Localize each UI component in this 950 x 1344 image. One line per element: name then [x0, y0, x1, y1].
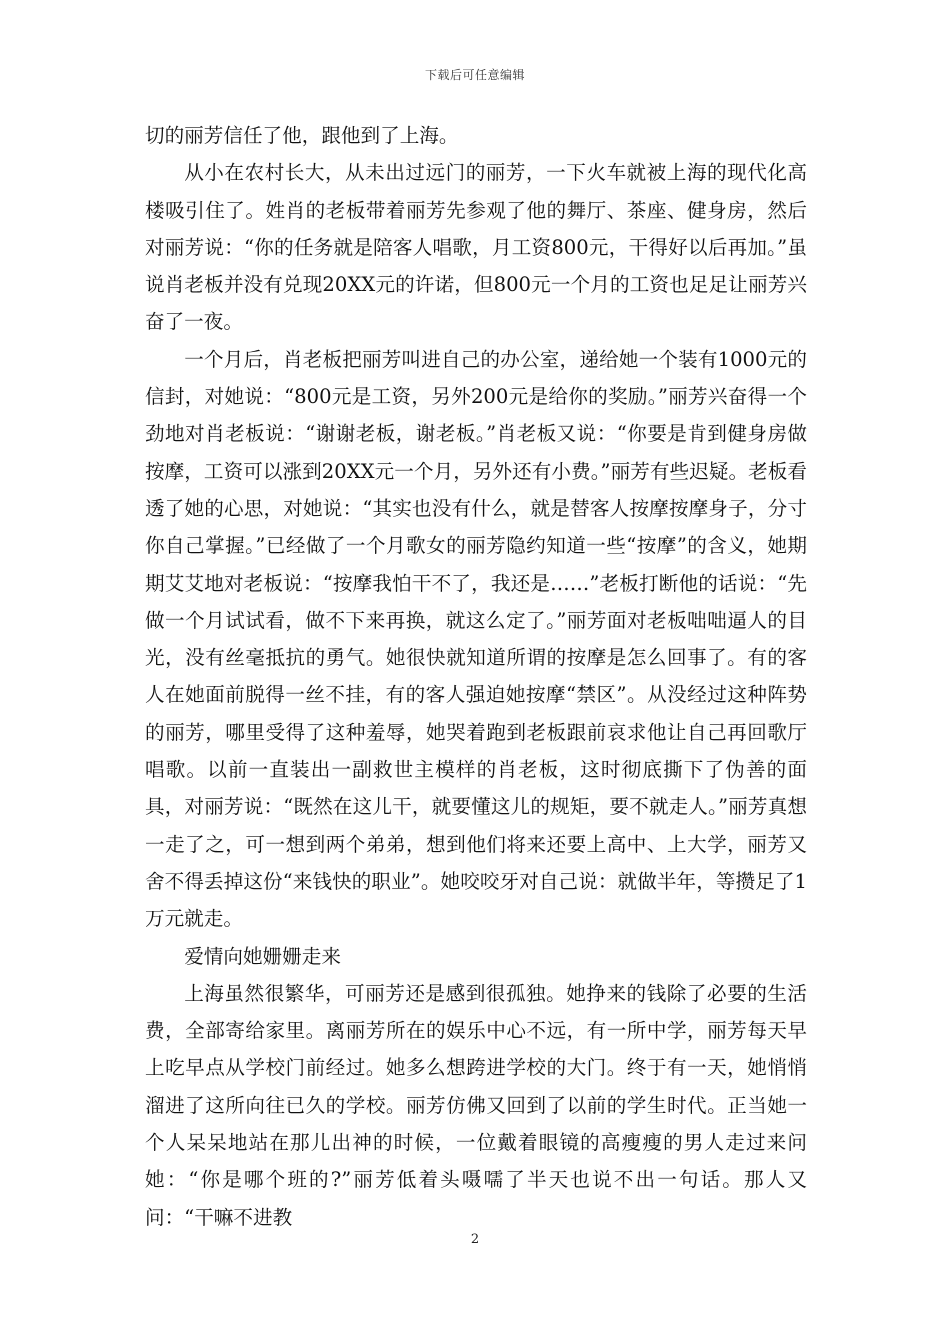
paragraph: 上海虽然很繁华，可丽芳还是感到很孤独。她挣来的钱除了必要的生活费，全部寄给家里。离丽芳所在的娱乐中心不远，有一所中学，丽芳每天早上吃早点从学校门前经过。她多么想跨进学校的大门。终于有一天，她悄悄溜进了这所向往已久的学校。丽芳仿佛又回到了以前的学生时代。正当她一个人呆呆地站在那儿出神的时候，一位戴着眼镜的高瘦瘦的男人走过来问她：“你是哪个班的?”丽芳低着头嗫嚅了半天也说不出一句话。那人又问：“干嘛不进教: [145, 981, 807, 1229]
paragraph: 切的丽芳信任了他，跟他到了上海。: [145, 124, 459, 147]
section-heading: 爱情向她姗姗走来: [184, 944, 341, 968]
paragraph: 从小在农村长大，从未出过远门的丽芳，一下火车就被上海的现代化高楼吸引住了。姓肖的老板带着丽芳先参观了他的舞厅、茶座、健身房，然后对丽芳说：“你的任务就是陪客人唱歌，月工资800元，干得好以后再加。”虽说肖老板并没有兑现20XX元的许诺，但800元一个月的工资也足足让丽芳兴奋了一夜。: [145, 161, 807, 334]
paragraph: 一个月后，肖老板把丽芳叫进自己的办公室，递给她一个装有1000元的信封，对她说：“800元是工资，另外200元是给你的奖励。”丽芳兴奋得一个劲地对肖老板说：“谢谢老板，谢老板。”肖老板又说：“你要是肯到健身房做按摩，工资可以涨到20XX元一个月，另外还有小费。”丽芳有些迟疑。老板看透了她的心思，对她说：“其实也没有什么，就是替客人按摩按摩身子，分寸你自己掌握。”已经做了一个月歌女的丽芳隐约知道一些“按摩”的含义，她期期艾艾地对老板说：“按摩我怕干不了，我还是……”老板打断他的话说：“先做一个月试试看，做不下来再换，就这么定了。”丽芳面对老板咄咄逼人的目光，没有丝毫抵抗的勇气。她很快就知道所谓的按摩是怎么回事了。有的客人在她面前脱得一丝不挂，有的客人强迫她按摩“禁区”。从没经过这种阵势的丽芳，哪里受得了这种羞辱，她哭着跑到老板跟前哀求他让自己再回歌厅唱歌。以前一直装出一副救世主模样的肖老板，这时彻底撕下了伪善的面具，对丽芳说：“既然在这儿干，就要懂这儿的规矩，要不就走人。”丽芳真想一走了之，可一想到两个弟弟，想到他们将来还要上高中、上大学，丽芳又舍不得丢掉这份“来钱快的职业”。她咬咬牙对自己说：就做半年，等攒足了1万元就走。: [145, 347, 807, 931]
page-number: 2: [470, 1232, 480, 1247]
document-body: [145, 117, 807, 1236]
page-header: 下载后可任意编辑: [424, 68, 525, 82]
